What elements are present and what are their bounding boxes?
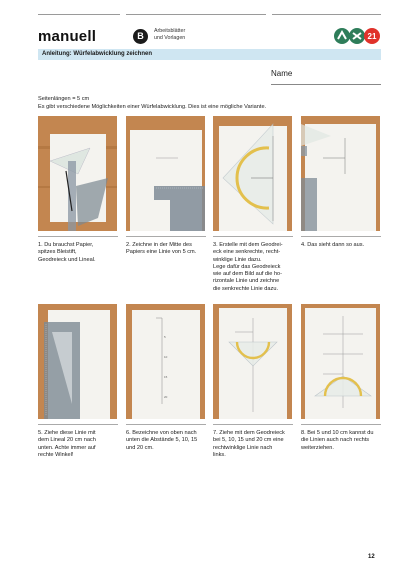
caption-line: rizontale Linie und zeichne — [213, 278, 280, 285]
caption-line: die senkrechte Linie dazu. — [213, 285, 278, 292]
caption-step-6 — [126, 430, 206, 452]
caption-line: Papiers eine Linie von 5 cm. — [126, 249, 197, 256]
caption-step-7 — [213, 430, 293, 459]
caption-line: 5. Ziehe diese Linie mit — [38, 430, 96, 436]
caption-line: wie auf dem Bild auf die ho- — [213, 271, 283, 278]
svg-text:15: 15 — [164, 375, 168, 379]
photo-step-2 — [126, 116, 205, 231]
publisher-logo — [333, 27, 381, 45]
caption-line: eck eine senkrechte, recht- — [213, 249, 281, 256]
caption-line: 7. Ziehe mit dem Geodreieck — [213, 430, 285, 436]
caption-line: winklige Linie dazu. — [213, 256, 262, 263]
photo-step-1 — [38, 116, 117, 231]
caption-line: und 20 cm. — [126, 444, 154, 451]
caption-line: 2. Zeichne in der Mitte des — [126, 242, 192, 248]
caption-line: rechtwinklige Linie nach — [213, 444, 273, 451]
name-field-line[interactable] — [271, 84, 381, 85]
caption-line: 6. Bezeichne von oben nach — [126, 430, 197, 436]
caption-line: Geodreieck und Lineal. — [38, 256, 96, 263]
title-bar — [38, 49, 381, 60]
caption-line: bei 5, 10, 15 und 20 cm eine — [213, 437, 284, 444]
caption-rule-4 — [301, 236, 381, 237]
caption-rule-2 — [126, 236, 206, 237]
level-badge: B — [133, 29, 148, 44]
header-rule-right — [272, 14, 381, 15]
svg-text:5: 5 — [164, 335, 166, 339]
caption-rule-7 — [213, 424, 293, 425]
series-line-1: Arbeitsblätter — [154, 28, 186, 34]
caption-step-4 — [301, 242, 381, 249]
caption-line: spitzes Bleistift, — [38, 249, 77, 256]
caption-line: rechte Winkel! — [38, 451, 74, 458]
header-rule-left — [38, 14, 120, 15]
caption-rule-6 — [126, 424, 206, 425]
caption-line: weiterziehen. — [301, 444, 334, 451]
caption-rule-3 — [213, 236, 293, 237]
caption-line: links. — [213, 451, 226, 458]
photo-step-5 — [38, 304, 117, 419]
caption-step-8 — [301, 430, 381, 452]
photo-step-3 — [213, 116, 292, 231]
photo-step-4 — [301, 116, 380, 231]
caption-step-2 — [126, 242, 206, 257]
series-label — [154, 28, 185, 42]
svg-text:20: 20 — [164, 395, 168, 399]
header-rule-mid — [126, 14, 266, 15]
caption-line: Lege dafür das Geodreieck — [213, 263, 281, 270]
intro-line-2: Es gibt verschiedene Möglichkeiten einer Würfelabwicklung. Dies ist eine mögliche Variante. — [38, 103, 267, 110]
caption-step-5 — [38, 430, 118, 459]
photo-step-8 — [301, 304, 380, 419]
intro-line-1: Seitenlängen = 5 cm — [38, 96, 90, 102]
logo-number: 21 — [367, 32, 377, 41]
photo-step-7 — [213, 304, 292, 419]
caption-line: unten die Abstände 5, 10, 15 — [126, 437, 198, 444]
series-line-2: und Vorlagen — [154, 35, 186, 41]
page-number: 12 — [368, 554, 375, 560]
photo-step-6 — [126, 304, 205, 419]
page-title: Anleitung: Würfelabwicklung zeichnen — [42, 51, 153, 57]
brand-name: manuell — [38, 28, 97, 45]
caption-line: die Linien auch nach rechts — [301, 437, 370, 444]
caption-line: 1. Du brauchst Papier, — [38, 242, 94, 248]
caption-rule-5 — [38, 424, 118, 425]
caption-rule-8 — [301, 424, 381, 425]
caption-line: 8. Bei 5 und 10 cm kannst du — [301, 430, 374, 436]
caption-line: dem Lineal 20 cm nach — [38, 437, 96, 444]
caption-step-3 — [213, 242, 293, 293]
caption-step-1 — [38, 242, 118, 264]
caption-line: 3. Erstelle mit dem Geodrei- — [213, 242, 283, 248]
caption-line: 4. Das sieht dann so aus. — [301, 242, 365, 248]
svg-text:10: 10 — [164, 355, 168, 359]
intro-text — [38, 96, 266, 111]
name-label: Name — [271, 69, 293, 78]
caption-rule-1 — [38, 236, 118, 237]
caption-line: unten. Achte immer auf — [38, 444, 96, 451]
